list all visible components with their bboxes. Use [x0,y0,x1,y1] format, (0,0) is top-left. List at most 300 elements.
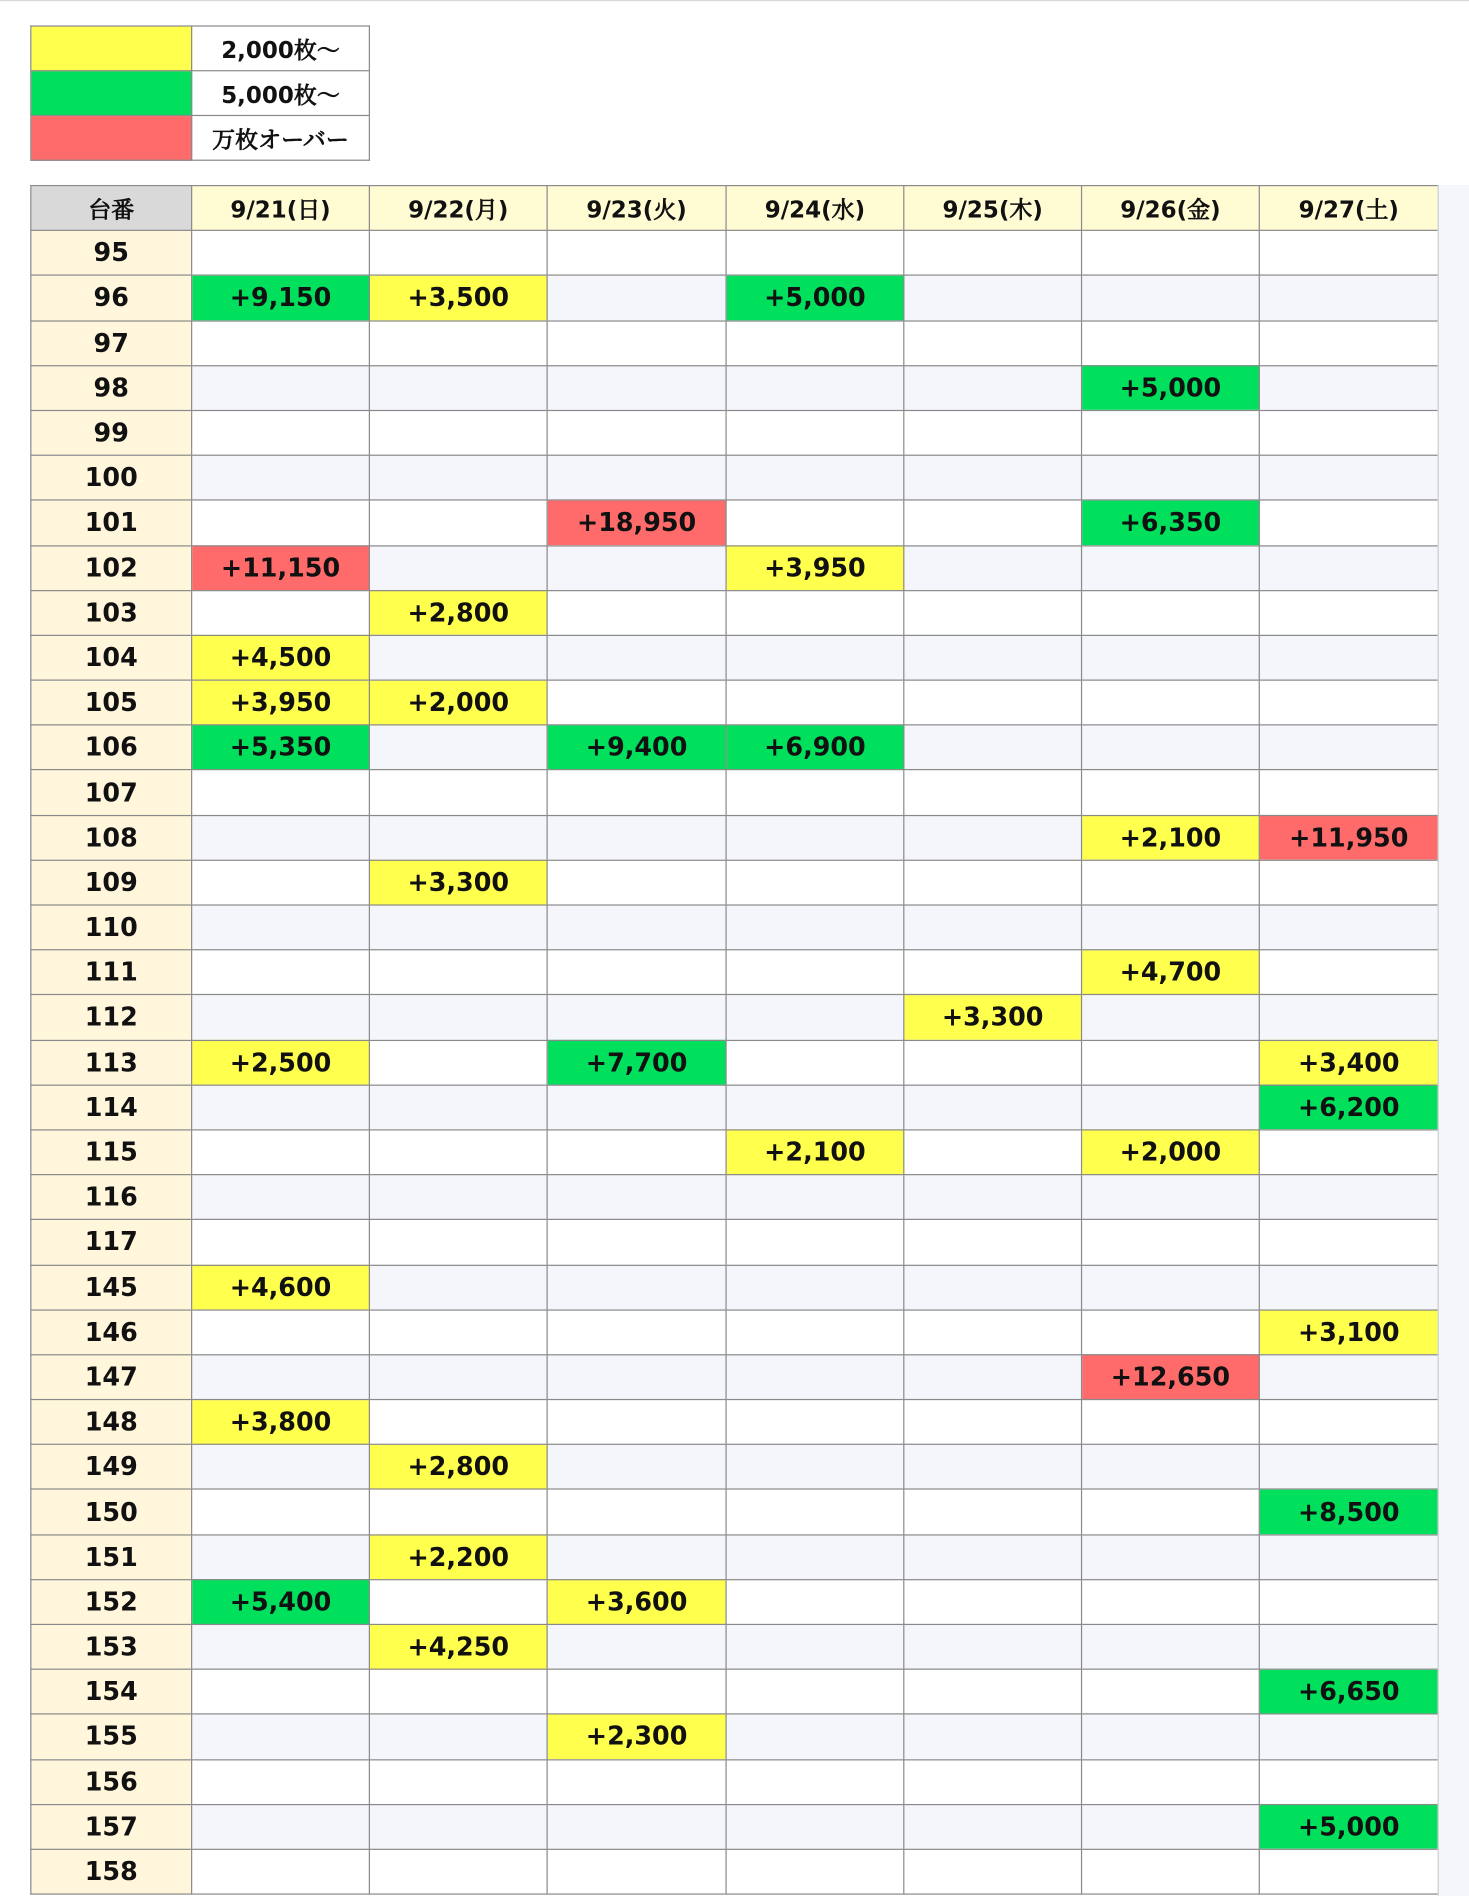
result-cell: +9,150 [192,276,370,321]
legend-label: 2,000枚～ [192,26,370,71]
result-cell [547,1669,726,1714]
result-cell: +2,800 [369,590,547,635]
result-cell [1259,590,1438,635]
table-row [31,1310,1438,1355]
result-cell: +2,300 [547,1714,726,1759]
result-cell [1082,231,1260,276]
result-cell [369,995,547,1040]
unit-number: 105 [31,680,192,725]
result-cell [547,276,726,321]
next-column-edge [1438,185,1469,1896]
result-cell: +3,300 [369,860,547,905]
result-cell [904,1220,1082,1265]
table-row [31,1849,1438,1894]
result-cell [192,590,370,635]
result-cell [369,1849,547,1894]
table-row [31,1130,1438,1175]
result-cell [547,320,726,365]
result-cell [369,455,547,500]
result-cell [1259,1130,1438,1175]
legend-color-swatch [31,71,192,116]
result-cell [904,1355,1082,1400]
result-cell [1259,545,1438,590]
result-cell [192,1669,370,1714]
result-cell: +2,000 [1082,1130,1260,1175]
table-row [31,1804,1438,1849]
result-cell [904,1849,1082,1894]
unit-number: 117 [31,1220,192,1265]
result-cell [726,410,904,455]
unit-number: 152 [31,1579,192,1624]
date-header: 9/26(金) [1082,186,1260,231]
result-cell: +4,250 [369,1624,547,1669]
result-cell: +8,500 [1259,1490,1438,1535]
result-cell [1259,770,1438,815]
result-cell: +3,500 [369,276,547,321]
unit-number: 106 [31,725,192,770]
result-cell [1082,1534,1260,1579]
result-cell [904,1669,1082,1714]
result-cell: +3,950 [726,545,904,590]
result-cell [369,815,547,860]
result-cell [904,231,1082,276]
result-cell [1082,1714,1260,1759]
date-header: 9/25(木) [904,186,1082,231]
result-cell [1082,320,1260,365]
result-cell [1082,276,1260,321]
unit-number: 110 [31,905,192,950]
result-cell [1082,455,1260,500]
unit-number: 111 [31,950,192,995]
result-cell [192,410,370,455]
unit-number: 156 [31,1759,192,1804]
result-cell [726,1624,904,1669]
result-cell [547,1624,726,1669]
result-cell: +6,200 [1259,1085,1438,1130]
legend-color-swatch [31,115,192,160]
table-row [31,950,1438,995]
result-cell [369,320,547,365]
result-cell [904,1175,1082,1220]
result-cell [1259,276,1438,321]
result-cell [547,860,726,905]
result-cell: +11,150 [192,545,370,590]
result-cell [547,410,726,455]
result-cell: +4,700 [1082,950,1260,995]
date-header: 9/23(火) [547,186,726,231]
result-cell [904,545,1082,590]
result-cell [726,1400,904,1445]
unit-number: 158 [31,1849,192,1894]
unit-number: 103 [31,590,192,635]
result-cell [369,410,547,455]
unit-number: 99 [31,410,192,455]
result-cell [1259,500,1438,545]
result-cell [192,455,370,500]
result-cell [904,815,1082,860]
result-cell: +4,600 [192,1265,370,1310]
result-cell: +7,700 [547,1040,726,1085]
result-cell [192,1490,370,1535]
result-cell [1259,860,1438,905]
date-header: 9/22(月) [369,186,547,231]
table-row [31,276,1438,321]
result-cell: +5,350 [192,725,370,770]
table-row [31,635,1438,680]
table-row [31,1714,1438,1759]
unit-number: 153 [31,1624,192,1669]
result-cell [547,770,726,815]
result-cell [369,1085,547,1130]
result-cell [369,1579,547,1624]
result-cell [192,1175,370,1220]
result-cell [726,1445,904,1490]
unit-number: 104 [31,635,192,680]
result-cell [192,1355,370,1400]
result-cell [547,1265,726,1310]
result-cell: +3,950 [192,680,370,725]
result-cell [369,1310,547,1355]
result-cell [1082,1669,1260,1714]
result-cell [369,1400,547,1445]
legend-color-swatch [31,26,192,71]
result-cell [904,1310,1082,1355]
result-cell [369,1804,547,1849]
result-cell [547,365,726,410]
unit-number: 112 [31,995,192,1040]
unit-number-header: 台番 [31,186,192,231]
result-cell [726,995,904,1040]
result-cell [1082,1265,1260,1310]
result-cell [192,320,370,365]
result-cell [726,1849,904,1894]
result-cell [547,1130,726,1175]
result-cell: +5,000 [726,276,904,321]
result-cell [1082,635,1260,680]
result-cell [369,905,547,950]
result-cell [369,1220,547,1265]
result-cell [1259,905,1438,950]
result-cell [547,1355,726,1400]
result-cell [726,905,904,950]
result-cell [1259,1579,1438,1624]
result-cell [726,1265,904,1310]
result-cell [192,1534,370,1579]
result-cell: +2,500 [192,1040,370,1085]
table-row [31,1490,1438,1535]
unit-number: 148 [31,1400,192,1445]
result-cell: +5,000 [1082,365,1260,410]
result-cell [1259,1849,1438,1894]
table-row [31,1445,1438,1490]
table-row [31,1220,1438,1265]
table-row [31,1534,1438,1579]
unit-number: 98 [31,365,192,410]
unit-number: 116 [31,1175,192,1220]
result-cell [1259,231,1438,276]
result-cell [192,231,370,276]
result-cell [904,1490,1082,1535]
result-cell [904,1804,1082,1849]
result-cell [726,320,904,365]
result-cell [1259,455,1438,500]
result-cell [1259,365,1438,410]
result-cell [904,905,1082,950]
result-cell [192,950,370,995]
result-cell: +2,100 [1082,815,1260,860]
result-cell: +3,300 [904,995,1082,1040]
result-cell: +12,650 [1082,1355,1260,1400]
result-cell [192,1445,370,1490]
result-cell [192,1310,370,1355]
result-cell [369,1669,547,1714]
result-cell [192,1130,370,1175]
result-cell [1082,1490,1260,1535]
result-cell: +6,650 [1259,1669,1438,1714]
result-cell [547,1175,726,1220]
result-cell [726,455,904,500]
legend-row [31,71,370,116]
result-cell [192,860,370,905]
result-cell [904,1130,1082,1175]
result-cell [1259,1175,1438,1220]
result-cell [369,635,547,680]
result-cell [547,1490,726,1535]
result-cell [1259,1714,1438,1759]
result-cell [192,1085,370,1130]
result-cell [192,1714,370,1759]
result-cell [369,1040,547,1085]
table-row [31,1624,1438,1669]
result-cell [547,455,726,500]
result-cell: +2,800 [369,1445,547,1490]
table-row [31,1669,1438,1714]
result-cell [1259,680,1438,725]
unit-number: 102 [31,545,192,590]
unit-number: 101 [31,500,192,545]
date-header: 9/24(水) [726,186,904,231]
result-cell [369,500,547,545]
unit-number: 149 [31,1445,192,1490]
result-cell [726,1804,904,1849]
result-cell [904,455,1082,500]
result-cell [726,815,904,860]
header-row [31,186,1438,231]
result-cell [1259,725,1438,770]
result-cell: +2,000 [369,680,547,725]
table-row [31,545,1438,590]
result-cell [726,1669,904,1714]
result-cell [904,1624,1082,1669]
result-cell: +11,950 [1259,815,1438,860]
result-cell [1259,635,1438,680]
legend-row [31,26,370,71]
result-cell [547,995,726,1040]
result-cell [904,365,1082,410]
result-cell [904,950,1082,995]
result-cell [547,1445,726,1490]
result-cell [369,545,547,590]
result-cell [726,1714,904,1759]
unit-number: 114 [31,1085,192,1130]
result-cell: +3,800 [192,1400,370,1445]
table-row [31,1355,1438,1400]
result-cell [904,860,1082,905]
result-cell [369,950,547,995]
result-cell [1259,320,1438,365]
result-cell: +3,100 [1259,1310,1438,1355]
result-cell [1259,1265,1438,1310]
result-cell [1082,860,1260,905]
result-cell [726,635,904,680]
table-row [31,770,1438,815]
result-cell [192,905,370,950]
result-cell [369,1490,547,1535]
result-cell [726,1759,904,1804]
result-cell [1259,1220,1438,1265]
unit-number: 150 [31,1490,192,1535]
result-cell [547,1220,726,1265]
result-cell [904,410,1082,455]
result-cell [904,500,1082,545]
result-cell [1082,1175,1260,1220]
result-cell [1082,905,1260,950]
result-cell [1082,995,1260,1040]
result-cell [1259,1400,1438,1445]
result-cell [726,680,904,725]
result-cell [369,1175,547,1220]
result-cell [547,1400,726,1445]
result-cell [192,1759,370,1804]
result-cell [904,320,1082,365]
result-cell [1082,1849,1260,1894]
table-row [31,590,1438,635]
table-row [31,500,1438,545]
result-cell [192,365,370,410]
result-cell [1259,1445,1438,1490]
result-cell [1082,1624,1260,1669]
legend-body [31,26,370,160]
results-table [30,185,1439,1895]
unit-number: 145 [31,1265,192,1310]
result-cell [1259,1355,1438,1400]
result-cell [369,725,547,770]
table-row [31,860,1438,905]
result-cell [904,1265,1082,1310]
table-row [31,1175,1438,1220]
result-cell [369,231,547,276]
result-cell [1082,725,1260,770]
table-row [31,1085,1438,1130]
legend-table [30,25,370,160]
result-cell [726,1220,904,1265]
result-cell [1082,1579,1260,1624]
result-cell [1082,1400,1260,1445]
result-cell [192,995,370,1040]
result-cell [904,680,1082,725]
result-cell [1082,680,1260,725]
table-row [31,455,1438,500]
result-cell [547,950,726,995]
unit-number: 95 [31,231,192,276]
result-cell [192,770,370,815]
result-cell [1259,1534,1438,1579]
table-row [31,1040,1438,1085]
result-cell [192,1220,370,1265]
result-cell: +4,500 [192,635,370,680]
table-row [31,1400,1438,1445]
result-cell [904,1445,1082,1490]
result-cell [369,365,547,410]
unit-number: 97 [31,320,192,365]
result-cell [547,635,726,680]
table-row [31,365,1438,410]
result-cell [369,1355,547,1400]
result-cell [1082,1759,1260,1804]
unit-number: 154 [31,1669,192,1714]
result-cell [726,950,904,995]
result-cell [1082,1220,1260,1265]
result-cell [547,1849,726,1894]
result-cell [904,635,1082,680]
result-cell [369,1130,547,1175]
result-cell [726,1355,904,1400]
result-cell [547,1759,726,1804]
results-body [31,231,1438,1895]
result-cell [904,1040,1082,1085]
result-cell [1259,1624,1438,1669]
table-row [31,680,1438,725]
result-cell [547,815,726,860]
result-cell [1082,590,1260,635]
result-cell [369,1714,547,1759]
result-cell [726,770,904,815]
table-row [31,410,1438,455]
table-row [31,1759,1438,1804]
result-cell: +18,950 [547,500,726,545]
result-cell [547,545,726,590]
result-cell: +5,000 [1259,1804,1438,1849]
result-cell [726,1490,904,1535]
result-cell [1082,1804,1260,1849]
result-cell [192,500,370,545]
result-cell: +2,100 [726,1130,904,1175]
result-cell [192,815,370,860]
result-cell [726,1085,904,1130]
table-row [31,320,1438,365]
result-cell [726,590,904,635]
result-cell [1259,410,1438,455]
result-cell [1082,1310,1260,1355]
table-row [31,995,1438,1040]
table-row [31,815,1438,860]
result-cell [1259,995,1438,1040]
table-row [31,1579,1438,1624]
result-cell [192,1804,370,1849]
result-cell [904,1534,1082,1579]
result-cell [547,231,726,276]
result-cell: +3,400 [1259,1040,1438,1085]
result-cell [1082,770,1260,815]
result-cell [1259,1759,1438,1804]
legend-row [31,115,370,160]
result-cell [726,1579,904,1624]
table-row [31,231,1438,276]
result-cell [547,905,726,950]
table-row [31,905,1438,950]
unit-number: 107 [31,770,192,815]
table-row [31,725,1438,770]
